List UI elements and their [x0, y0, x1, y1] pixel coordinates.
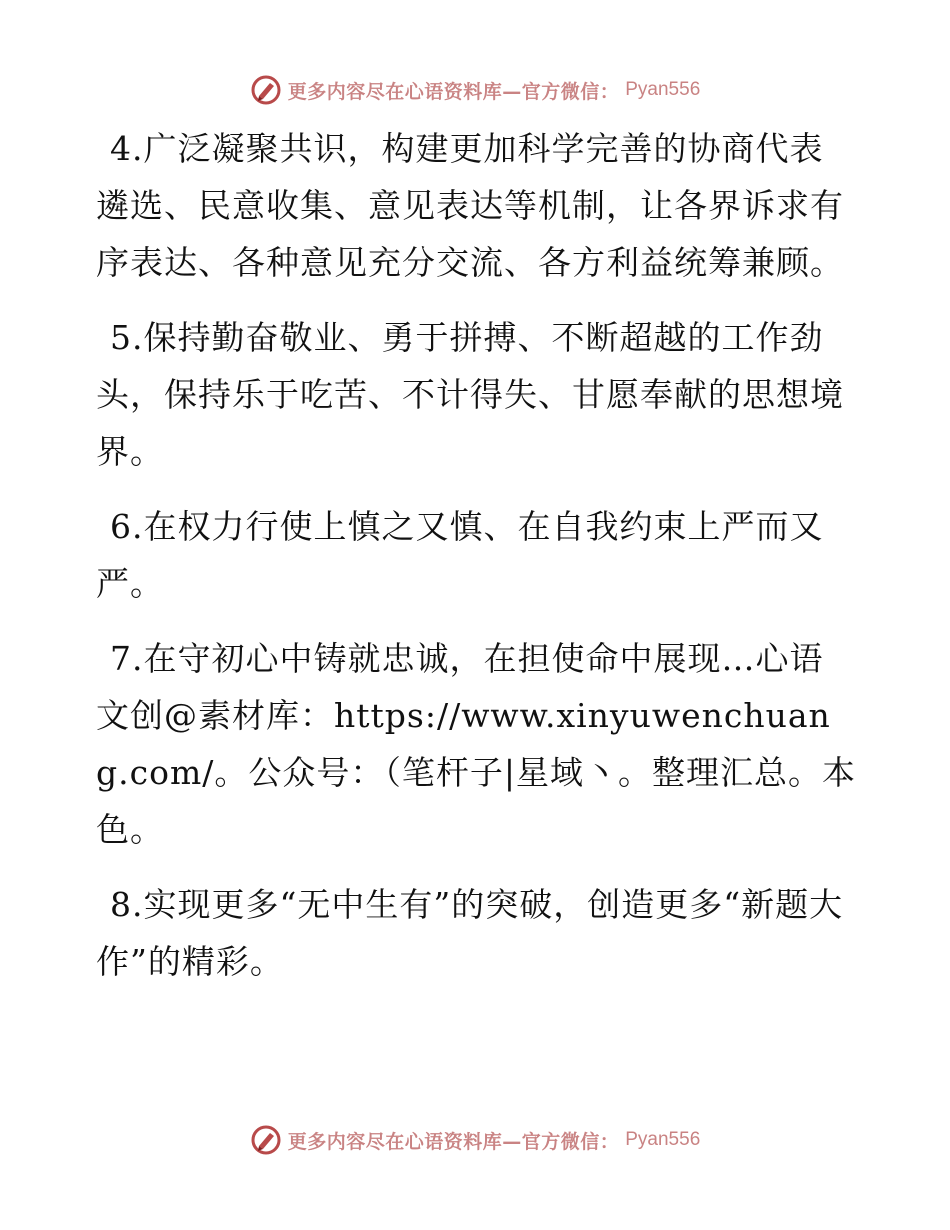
paragraph-4: [96, 120, 856, 291]
paragraph-text: 实现更多“无中生有”的突破，创造更多“新题大作”的精彩。: [96, 885, 844, 981]
banner-wechat-id: Pyan556: [625, 1129, 701, 1150]
banner-text: 更多内容尽在心语资料库—官方微信：: [287, 1130, 620, 1153]
paragraph-number: 4.: [110, 129, 144, 168]
banner-wechat-id: Pyan556: [625, 79, 701, 100]
paragraph-text: 保持勤奋敬业、勇于拼搏、不断超越的工作劲头，保持乐于吃苦、不计得失、甘愿奉献的思想境界。: [96, 318, 844, 471]
banner-text: 更多内容尽在心语资料库—官方微信：: [287, 80, 620, 103]
paragraph-number: 7.: [110, 639, 144, 678]
footer-banner: [0, 1120, 950, 1160]
paragraph-5: [96, 309, 856, 480]
paragraph-6: [96, 498, 856, 612]
paragraph-number: 5.: [110, 318, 144, 357]
header-banner: [0, 70, 950, 110]
paragraph-number: 8.: [110, 885, 144, 924]
document-body: [96, 120, 856, 1008]
pen-seal-logo-icon: [250, 74, 282, 106]
paragraph-text: 在权力行使上慎之又慎、在自我约束上严而又严。: [96, 507, 824, 603]
paragraph-7: [96, 630, 856, 858]
pen-seal-logo-icon: [250, 1124, 282, 1156]
paragraph-text: 广泛凝聚共识，构建更加科学完善的协商代表遴选、民意收集、意见表达等机制，让各界诉求有序表达、各种意见充分交流、各方利益统筹兼顾。: [96, 129, 844, 282]
paragraph-text: 在守初心中铸就忠诚，在担使命中展现…心语文创@素材库：https://www.xinyuwenchuang.com/。公众号：（笔杆子|星域丶。整理汇总。本色。: [96, 639, 856, 849]
paragraph-8: [96, 876, 856, 990]
paragraph-number: 6.: [110, 507, 144, 546]
